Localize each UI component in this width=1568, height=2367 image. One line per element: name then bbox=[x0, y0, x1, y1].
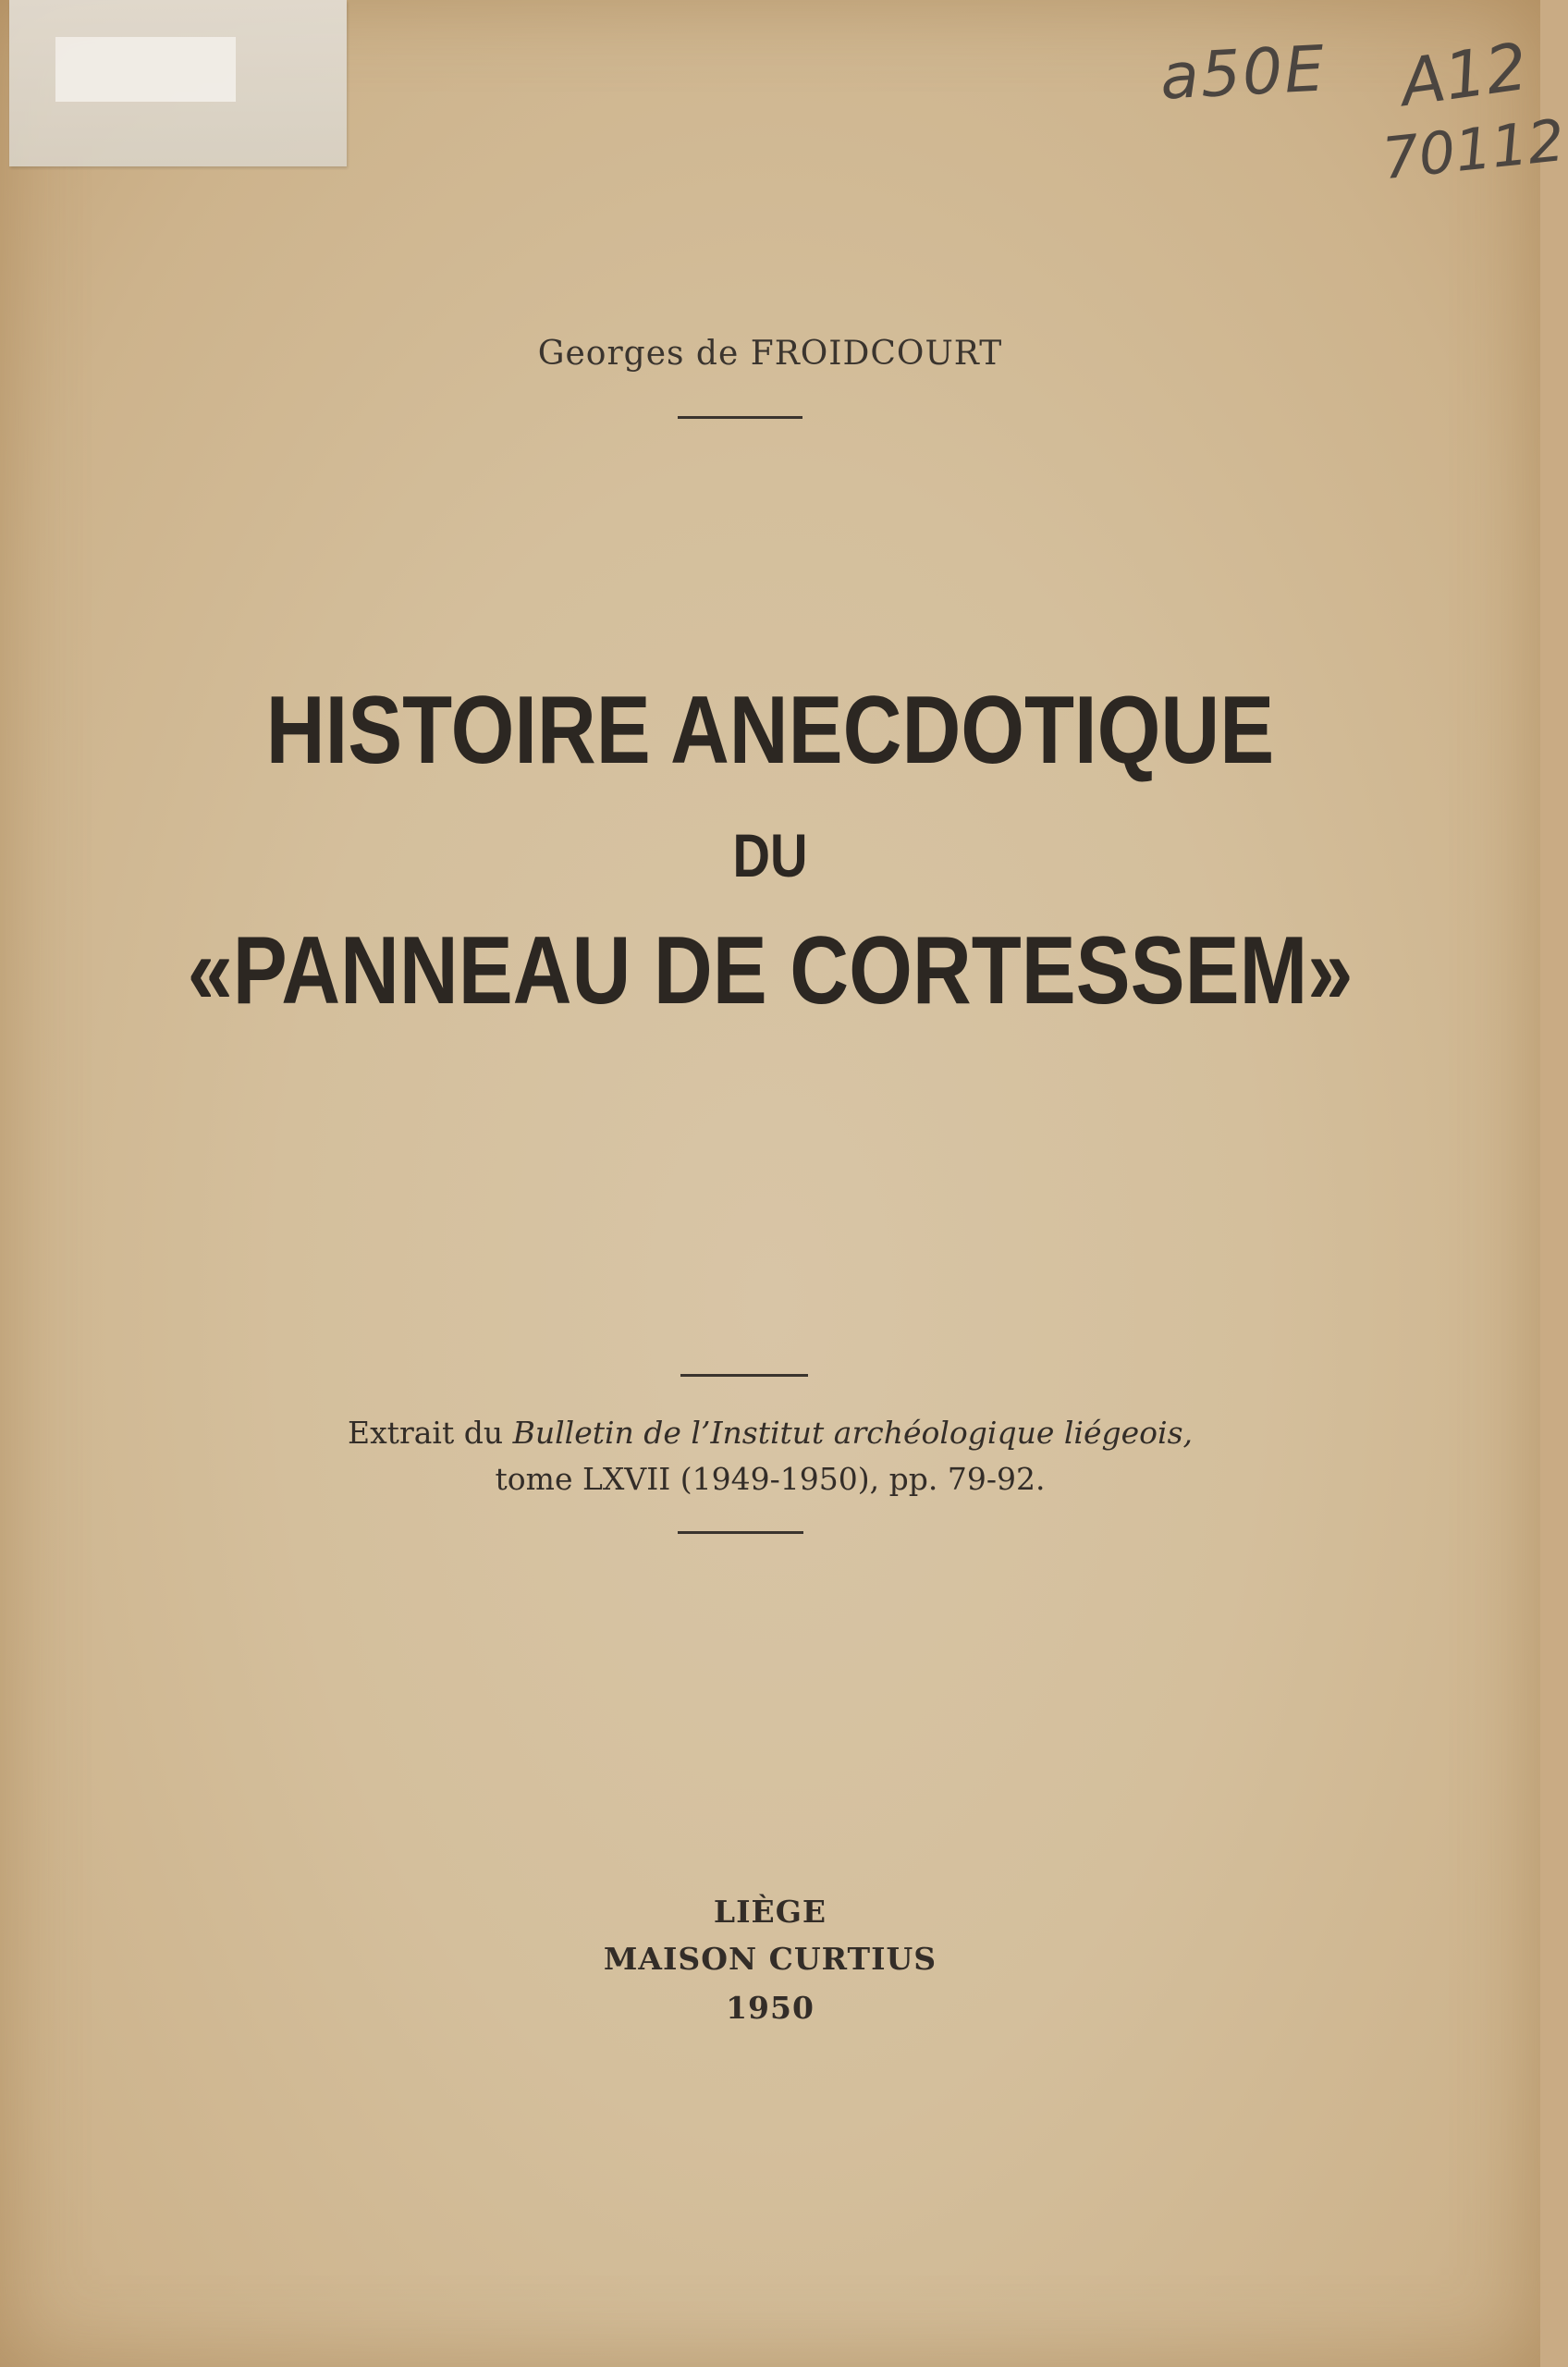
journal-name: Bulletin de l’Institut archéologique liégeois, bbox=[512, 1415, 1193, 1451]
extract-prefix: Extrait du bbox=[347, 1415, 504, 1451]
title-line-3: «PANNEAU DE CORTESSEM» bbox=[187, 917, 1354, 1024]
divider-rule bbox=[678, 1531, 803, 1534]
extract-line-2: tome LXVII (1949-1950), pp. 79-92. bbox=[495, 1461, 1046, 1497]
extract-notice bbox=[0, 1410, 1540, 1502]
divider-rule bbox=[680, 1374, 808, 1377]
title-line-2: DU bbox=[732, 821, 808, 889]
extract-line-1 bbox=[0, 1410, 1540, 1456]
library-label bbox=[55, 37, 236, 102]
handwritten-note-2: A12 bbox=[1395, 28, 1533, 122]
author-name: Georges de FROIDCOURT bbox=[537, 335, 1003, 373]
title-line-1: HISTOIRE ANECDOTIQUE bbox=[265, 677, 1275, 784]
handwritten-note-1: a50E bbox=[1158, 32, 1329, 115]
adhesive-tape bbox=[9, 0, 347, 166]
imprint-city: LIÈGE bbox=[713, 1894, 827, 1930]
divider-rule bbox=[678, 416, 802, 419]
handwritten-note-3: 70112 bbox=[1378, 105, 1568, 193]
imprint-year: 1950 bbox=[726, 1990, 815, 2026]
imprint-publisher: MAISON CURTIUS bbox=[603, 1941, 937, 1977]
